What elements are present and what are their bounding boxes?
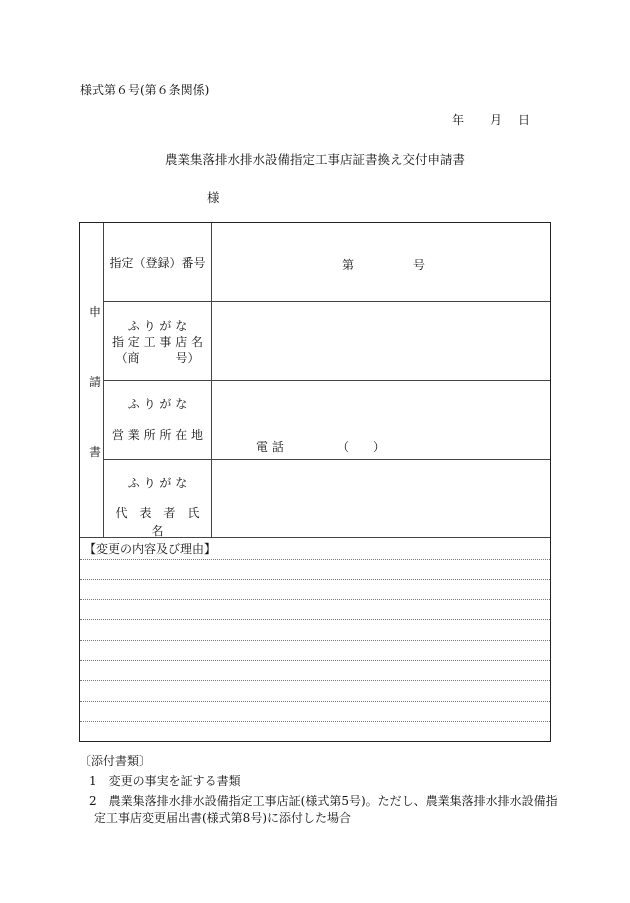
form-number-label: 様式第６号(第６条関係) bbox=[80, 83, 210, 97]
row-divider-line bbox=[103, 380, 550, 381]
writing-line bbox=[80, 579, 550, 580]
application-form-table bbox=[79, 222, 551, 742]
shop-name-label: 指 定 工 事 店 名 bbox=[111, 335, 204, 349]
shop-name-furigana-label: ふ り が な bbox=[127, 319, 188, 333]
writing-line bbox=[80, 559, 550, 560]
applicant-section-char: 書 bbox=[88, 445, 101, 459]
writing-line bbox=[80, 599, 550, 600]
date-line bbox=[452, 111, 530, 128]
attachment-item-continuation: 定工事店変更届出書(様式第8号)に添付した場合 bbox=[94, 811, 351, 825]
addressee-suffix: 様 bbox=[207, 190, 220, 205]
office-furigana-label: ふ り が な bbox=[127, 397, 188, 411]
date-month-label: 月 bbox=[490, 113, 503, 127]
attachment-item: 1 変更の事実を証する書類 bbox=[89, 774, 241, 788]
phone-area-code-parens: （ ） bbox=[337, 440, 386, 454]
row-divider-line bbox=[103, 301, 550, 302]
writing-line bbox=[80, 660, 550, 661]
writing-line bbox=[80, 619, 550, 620]
date-year-label: 年 bbox=[452, 113, 465, 127]
phone-label: 電 話 bbox=[256, 440, 284, 454]
office-address-label: 営 業 所 所 在 地 bbox=[111, 428, 204, 442]
change-content-heading: 【変更の内容及び理由】 bbox=[84, 542, 217, 556]
attachments-heading: 〔添付書類〕 bbox=[79, 754, 152, 768]
designation-number-prefix: 第 bbox=[342, 258, 355, 272]
writing-line bbox=[80, 701, 550, 702]
applicant-section-char: 請 bbox=[88, 375, 101, 389]
row-divider-line bbox=[103, 459, 550, 460]
designation-number-label: 指定（登録）番号 bbox=[109, 256, 206, 270]
representative-name-label: 代 表 者 氏 名 bbox=[115, 506, 212, 538]
date-day-label: 日 bbox=[518, 113, 531, 127]
writing-line bbox=[80, 640, 550, 641]
writing-line bbox=[80, 680, 550, 681]
trade-name-sublabel: （商 号） bbox=[115, 351, 200, 365]
attachment-item: 2 農業集落排水排水設備指定工事店証(様式第5号)。ただし、農業集落排水排水設備指 bbox=[89, 794, 558, 808]
designation-number-suffix: 号 bbox=[413, 258, 426, 272]
writing-line bbox=[80, 721, 550, 722]
representative-furigana-label: ふ り が な bbox=[127, 476, 188, 490]
applicant-section-char: 申 bbox=[88, 305, 101, 319]
document-title: 農業集落排水排水設備指定工事店証書換え交付申請書 bbox=[164, 152, 465, 167]
